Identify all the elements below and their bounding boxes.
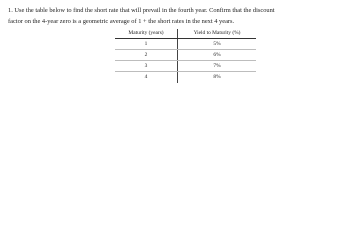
maturity-cell: 1 [115,39,178,50]
table-header-row [115,29,256,39]
maturity-cell: 4 [115,72,178,83]
question-line-1: 1. Use the table below to find the short rate that will prevail in the fourth year. Confirm that the discount [8,7,275,14]
yield-cell: 8% [213,74,221,80]
question-text [8,5,348,27]
table-row [115,61,256,72]
yield-cell: 7% [178,61,257,72]
yield-cell: 5% [178,39,257,50]
table-row [115,72,256,83]
maturity-cell: 3 [115,61,178,72]
table-row [115,50,256,61]
question-line-2: factor on the 4-year zero is a geometric average of 1 + the short rates in the next 4 years. [8,18,235,25]
header-maturity: Maturity (years) [115,29,178,39]
yield-table [115,29,256,83]
maturity-cell: 2 [115,50,178,61]
table-row [115,39,256,50]
header-yield: Yield to Maturity (%) [178,29,257,39]
yield-cell: 6% [178,50,257,61]
